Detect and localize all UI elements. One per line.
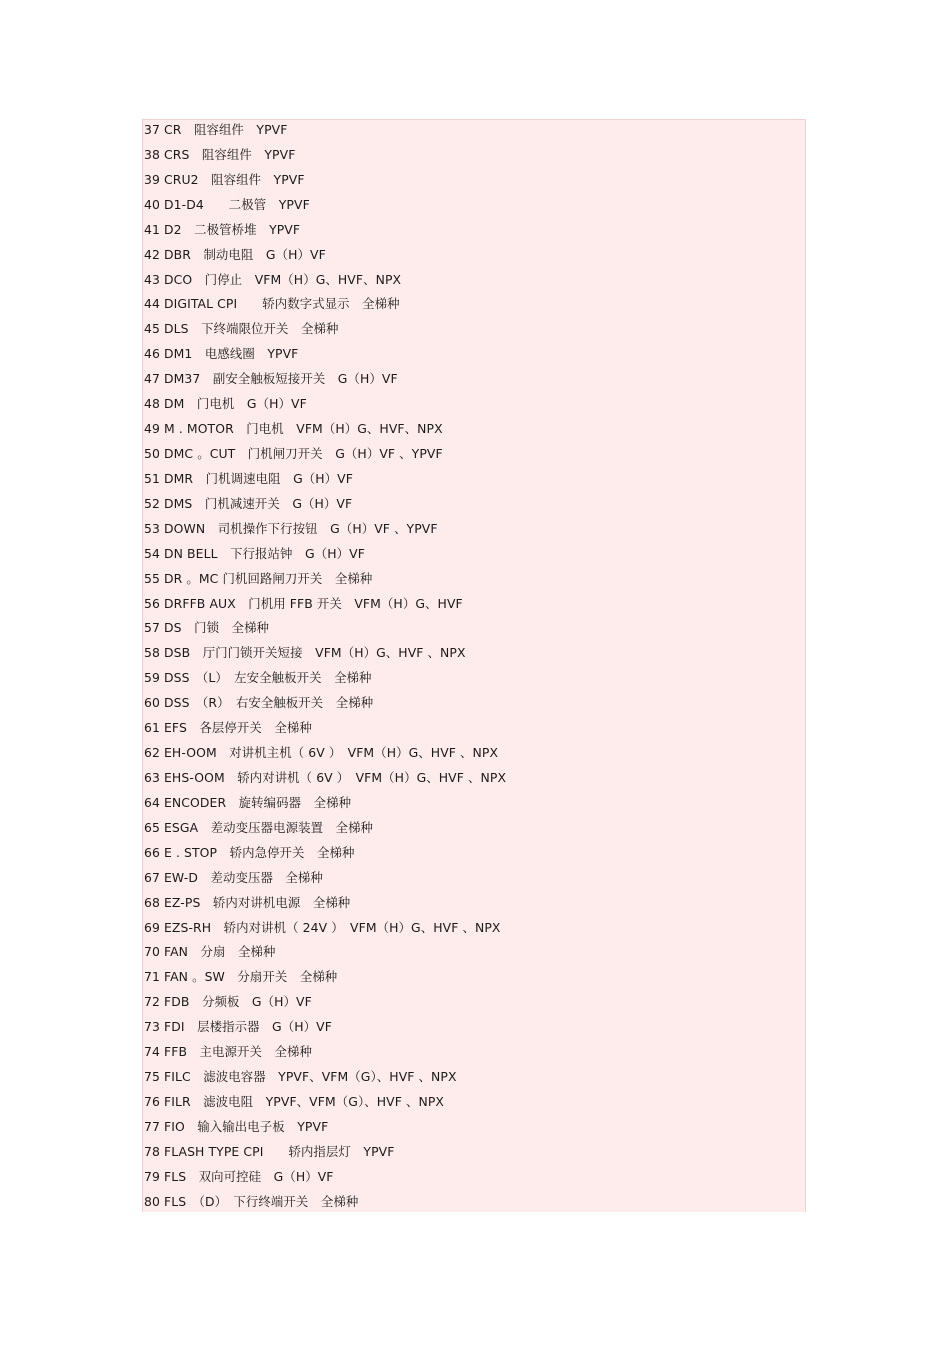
list-item: 73 FDI 层楼指示器 G（H）VF xyxy=(144,1019,332,1035)
list-item: 40 D1-D4 二极管 YPVF xyxy=(144,196,310,212)
list-item: 44 DIGITAL CPI 轿内数字式显示 全梯种 xyxy=(144,296,400,312)
list-item: 46 DM1 电感线圈 YPVF xyxy=(144,346,299,362)
list-item: 62 EH-OOM 对讲机主机（ 6V ） VFM（H）G、HVF 、NPX xyxy=(144,745,499,761)
list-item: 77 FIO 输入输出电子板 YPVF xyxy=(144,1118,329,1134)
list-item: 54 DN BELL 下行报站钟 G（H）VF xyxy=(144,545,365,561)
list-item: 51 DMR 门机调速电阻 G（H）VF xyxy=(144,470,353,486)
list-item: 60 DSS （R） 右安全触板开关 全梯种 xyxy=(144,695,374,711)
list-item: 45 DLS 下终端限位开关 全梯种 xyxy=(144,321,339,337)
list-item: 39 CRU2 阻容组件 YPVF xyxy=(144,171,305,187)
list-item: 74 FFB 主电源开关 全梯种 xyxy=(144,1044,312,1060)
list-item: 38 CRS 阻容组件 YPVF xyxy=(144,146,296,162)
list-item: 79 FLS 双向可控硅 G（H）VF xyxy=(144,1168,334,1184)
list-item: 52 DMS 门机减速开关 G（H）VF xyxy=(144,495,353,511)
list-item: 66 E . STOP 轿内急停开关 全梯种 xyxy=(144,844,355,860)
list-item: 68 EZ-PS 轿内对讲机电源 全梯种 xyxy=(144,894,351,910)
list-item: 42 DBR 制动电阻 G（H）VF xyxy=(144,246,326,262)
list-item: 57 DS 门锁 全梯种 xyxy=(144,620,270,636)
list-item: 76 FILR 滤波电阻 YPVF、VFM（G）、HVF 、NPX xyxy=(144,1093,445,1109)
list-item: 64 ENCODER 旋转编码器 全梯种 xyxy=(144,794,352,810)
list-item: 55 DR 。MC 门机回路闸刀开关 全梯种 xyxy=(144,570,373,586)
list-item: 70 FAN 分扇 全梯种 xyxy=(144,944,276,960)
document-panel xyxy=(142,119,806,1212)
component-list xyxy=(144,119,506,1212)
list-item: 67 EW-D 差动变压器 全梯种 xyxy=(144,869,323,885)
list-item: 61 EFS 各层停开关 全梯种 xyxy=(144,720,312,736)
list-item: 59 DSS （L） 左安全触板开关 全梯种 xyxy=(144,670,372,686)
list-item: 78 FLASH TYPE CPI 轿内指层灯 YPVF xyxy=(144,1143,395,1159)
list-item: 69 EZS-RH 轿内对讲机（ 24V ） VFM（H）G、HVF 、NPX xyxy=(144,919,501,935)
list-item: 80 FLS （D） 下行终端开关 全梯种 xyxy=(144,1193,359,1209)
list-item: 48 DM 门电机 G（H）VF xyxy=(144,396,307,412)
list-item: 72 FDB 分频板 G（H）VF xyxy=(144,994,312,1010)
list-item: 50 DMC 。CUT 门机闸刀开关 G（H）VF 、YPVF xyxy=(144,445,443,461)
list-item: 49 M . MOTOR 门电机 VFM（H）G、HVF、NPX xyxy=(144,421,443,437)
list-item: 41 D2 二极管桥堆 YPVF xyxy=(144,221,301,237)
list-item: 63 EHS-OOM 轿内对讲机（ 6V ） VFM（H）G、HVF 、NPX xyxy=(144,769,507,785)
list-item: 56 DRFFB AUX 门机用 FFB 开关 VFM（H）G、HVF xyxy=(144,595,463,611)
list-item: 65 ESGA 差动变压器电源装置 全梯种 xyxy=(144,819,374,835)
list-item: 53 DOWN 司机操作下行按钮 G（H）VF 、YPVF xyxy=(144,520,438,536)
list-item: 43 DCO 门停止 VFM（H）G、HVF、NPX xyxy=(144,271,402,287)
list-item: 58 DSB 厅门门锁开关短接 VFM（H）G、HVF 、NPX xyxy=(144,645,466,661)
list-item: 47 DM37 副安全触板短接开关 G（H）VF xyxy=(144,371,398,387)
list-item: 37 CR 阻容组件 YPVF xyxy=(144,122,288,137)
list-item: 75 FILC 滤波电容器 YPVF、VFM（G）、HVF 、NPX xyxy=(144,1069,457,1085)
list-item: 71 FAN 。SW 分扇开关 全梯种 xyxy=(144,969,338,985)
